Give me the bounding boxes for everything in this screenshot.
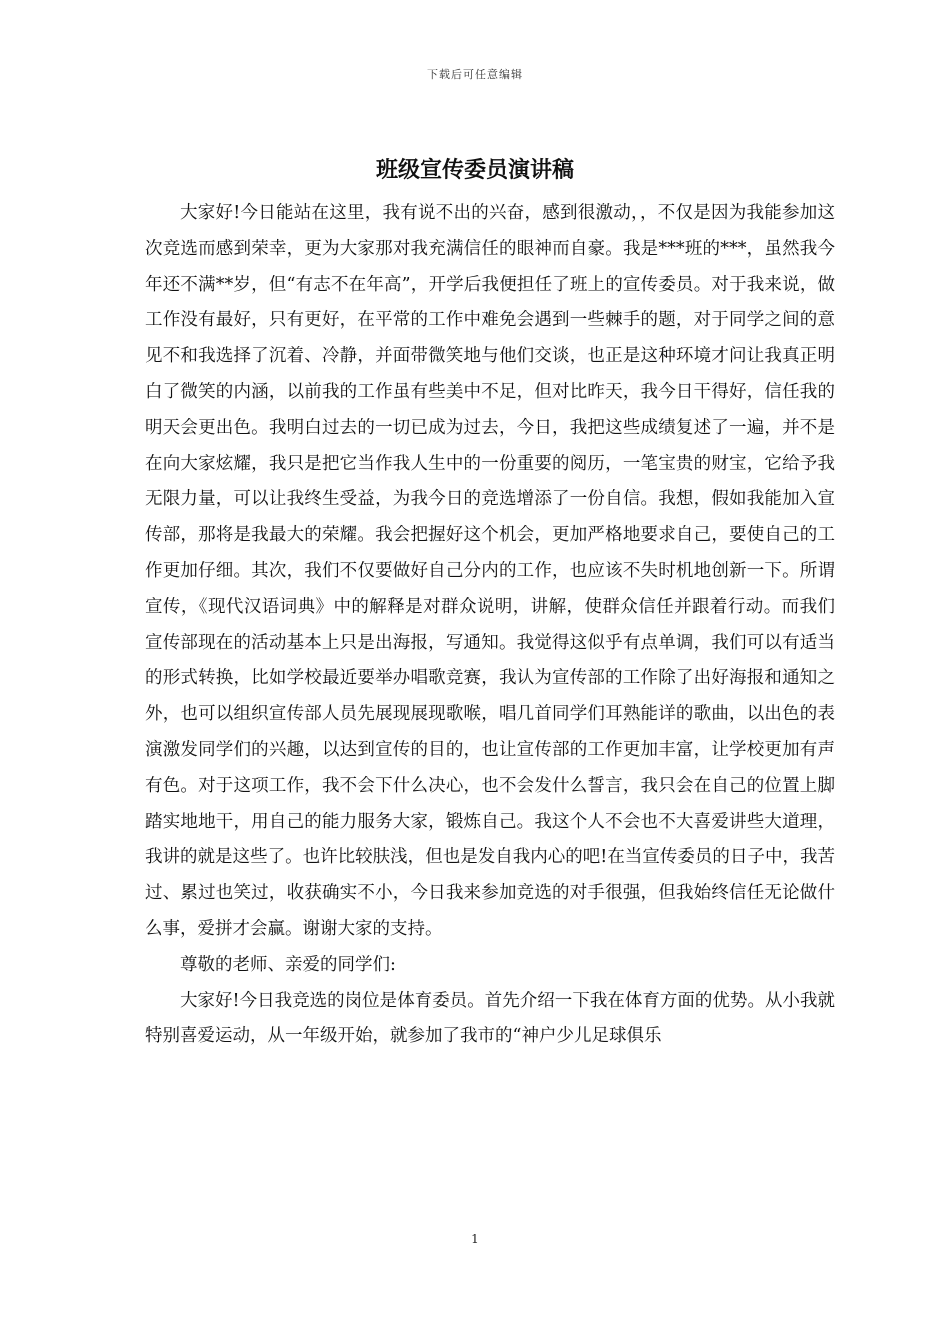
document-body xyxy=(145,196,835,1055)
header-note: 下载后可任意编辑 xyxy=(427,68,523,81)
document-title: 班级宣传委员演讲稿 xyxy=(375,157,574,183)
greeting-paragraph: 尊敬的老师、亲爱的同学们: xyxy=(180,954,396,975)
page-number: 1 xyxy=(471,1232,479,1246)
speech-paragraph: 大家好!今日能站在这里，我有说不出的兴奋，感到很激动，，不仅是因为我能参加这次竞选而感到荣幸，更为大家那对我充满信任的眼神而自豪。我是***班的***，虽然我今年还不满**岁，但“有志不在年高”，开学后我便担任了班上的宣传委员。对于我来说，做工作没有最好，只有更好，在平常的工作中难免会遇到一些棘手的题，对于同学之间的意见不和我选择了沉着、冷静，并面带微笑地与他们交谈，也正是这种环境才问让我真正明白了微笑的内涵，以前我的工作虽有些美中不足，但对比昨天，我今日干得好，信任我的明天会更出色。我明白过去的一切已成为过去，今日，我把这些成绩复述了一遍，并不是在向大家炫耀，我只是把它当作我人生中的一份重要的阅历，一笔宝贵的财宝，它给予我无限力量，可以让我终生受益，为我今日的竞选增添了一份自信。我想，假如我能加入宣传部，那将是我最大的荣耀。我会把握好这个机会，更加严格地要求自己，要使自己的工作更加仔细。其次，我们不仅要做好自己分内的工作，也应该不失时机地创新一下。所谓宣传，《现代汉语词典》中的解释是对群众说明，讲解，使群众信任并跟着行动。而我们宣传部现在的活动基本上只是出海报，写通知。我觉得这似乎有点单调，我们可以有适当的形式转换，比如学校最近要举办唱歌竞赛，我认为宣传部的工作除了出好海报和通知之外，也可以组织宣传部人员先展现展现歌喉，唱几首同学们耳熟能详的歌曲，以出色的表演激发同学们的兴趣，以达到宣传的目的，也让宣传部的工作更加丰富，让学校更加有声有色。对于这项工作，我不会下什么决心，也不会发什么誓言，我只会在自己的位置上脚踏实地地干，用自己的能力服务大家，锻炼自己。我这个人不会也不大喜爱讲些大道理，我讲的就是这些了。也许比较肤浅，但也是发自我内心的吧!在当宣传委员的日子中，我苦过、累过也笑过，收获确实不小，今日我来参加竞选的对手很强，但我始终信任无论做什么事，爱拼才会赢。谢谢大家的支持。 xyxy=(145,203,835,939)
second-speech-paragraph: 大家好!今日我竞选的岗位是体育委员。首先介绍一下我在体育方面的优势。从小我就特别喜爱运动，从一年级开始，就参加了我市的“神户少儿足球俱乐 xyxy=(145,990,835,1047)
